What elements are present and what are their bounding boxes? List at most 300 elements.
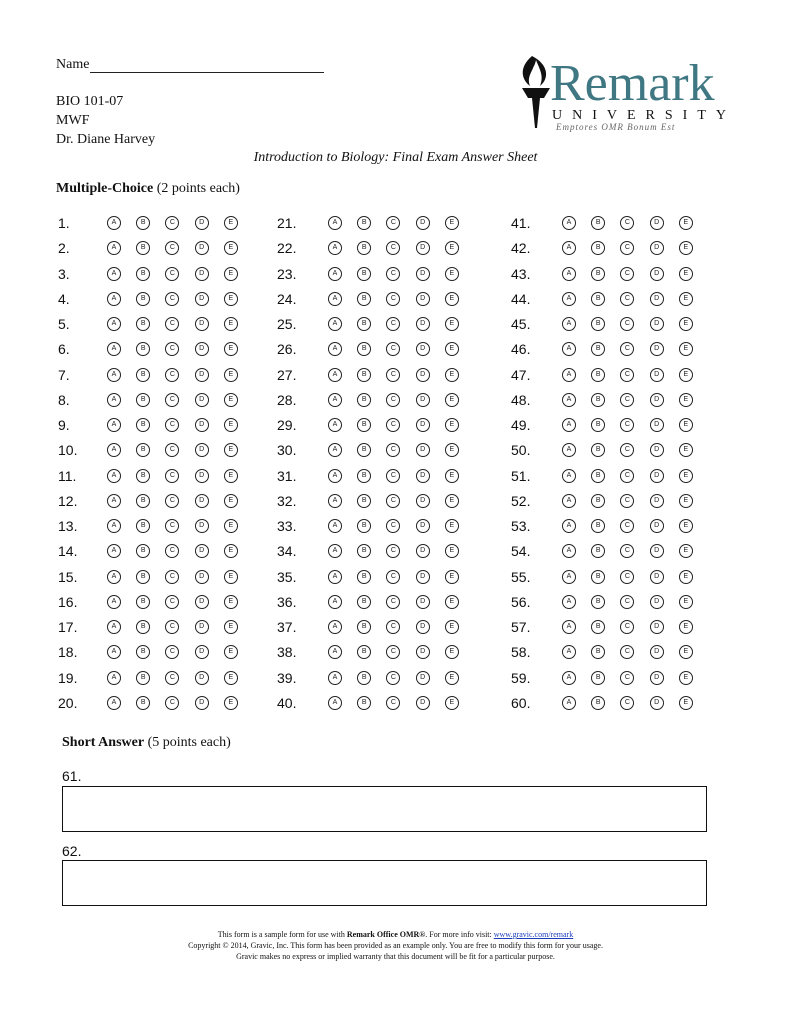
answer-bubble-c[interactable]: C bbox=[620, 469, 634, 483]
answer-bubble-b[interactable]: B bbox=[136, 342, 150, 356]
answer-bubble-c[interactable]: C bbox=[620, 620, 634, 634]
answer-bubble-b[interactable]: B bbox=[136, 317, 150, 331]
answer-bubble-d[interactable]: D bbox=[650, 216, 664, 230]
answer-bubble-d[interactable]: D bbox=[416, 671, 430, 685]
answer-bubble-a[interactable]: A bbox=[328, 342, 342, 356]
answer-bubble-e[interactable]: E bbox=[445, 671, 459, 685]
answer-bubble-e[interactable]: E bbox=[224, 418, 238, 432]
answer-bubble-d[interactable]: D bbox=[650, 267, 664, 281]
answer-bubble-c[interactable]: C bbox=[386, 443, 400, 457]
answer-bubble-b[interactable]: B bbox=[136, 418, 150, 432]
answer-bubble-c[interactable]: C bbox=[165, 292, 179, 306]
answer-bubble-a[interactable]: A bbox=[562, 671, 576, 685]
answer-bubble-e[interactable]: E bbox=[445, 443, 459, 457]
answer-bubble-a[interactable]: A bbox=[562, 519, 576, 533]
answer-bubble-c[interactable]: C bbox=[165, 620, 179, 634]
answer-bubble-e[interactable]: E bbox=[224, 570, 238, 584]
answer-bubble-a[interactable]: A bbox=[107, 519, 121, 533]
answer-bubble-d[interactable]: D bbox=[416, 620, 430, 634]
answer-bubble-e[interactable]: E bbox=[445, 595, 459, 609]
answer-bubble-d[interactable]: D bbox=[650, 620, 664, 634]
answer-bubble-b[interactable]: B bbox=[357, 595, 371, 609]
answer-bubble-a[interactable]: A bbox=[562, 544, 576, 558]
answer-bubble-a[interactable]: A bbox=[328, 645, 342, 659]
answer-bubble-a[interactable]: A bbox=[328, 267, 342, 281]
answer-bubble-b[interactable]: B bbox=[136, 570, 150, 584]
answer-bubble-a[interactable]: A bbox=[562, 418, 576, 432]
answer-bubble-e[interactable]: E bbox=[445, 292, 459, 306]
answer-bubble-d[interactable]: D bbox=[650, 292, 664, 306]
answer-bubble-d[interactable]: D bbox=[195, 570, 209, 584]
name-field-line[interactable] bbox=[90, 72, 324, 73]
answer-bubble-c[interactable]: C bbox=[620, 645, 634, 659]
answer-bubble-e[interactable]: E bbox=[679, 469, 693, 483]
answer-bubble-b[interactable]: B bbox=[357, 696, 371, 710]
answer-bubble-a[interactable]: A bbox=[562, 342, 576, 356]
answer-bubble-e[interactable]: E bbox=[445, 267, 459, 281]
answer-bubble-d[interactable]: D bbox=[650, 342, 664, 356]
answer-bubble-c[interactable]: C bbox=[165, 671, 179, 685]
answer-bubble-c[interactable]: C bbox=[165, 368, 179, 382]
answer-bubble-e[interactable]: E bbox=[445, 696, 459, 710]
answer-bubble-c[interactable]: C bbox=[620, 317, 634, 331]
answer-bubble-a[interactable]: A bbox=[328, 418, 342, 432]
answer-bubble-d[interactable]: D bbox=[650, 595, 664, 609]
answer-bubble-e[interactable]: E bbox=[679, 342, 693, 356]
answer-bubble-d[interactable]: D bbox=[650, 645, 664, 659]
answer-bubble-e[interactable]: E bbox=[224, 216, 238, 230]
answer-bubble-c[interactable]: C bbox=[165, 342, 179, 356]
answer-bubble-e[interactable]: E bbox=[445, 368, 459, 382]
answer-bubble-e[interactable]: E bbox=[224, 317, 238, 331]
answer-bubble-d[interactable]: D bbox=[195, 241, 209, 255]
answer-bubble-d[interactable]: D bbox=[195, 317, 209, 331]
answer-bubble-d[interactable]: D bbox=[195, 267, 209, 281]
answer-bubble-d[interactable]: D bbox=[650, 570, 664, 584]
answer-bubble-d[interactable]: D bbox=[195, 696, 209, 710]
answer-bubble-c[interactable]: C bbox=[165, 267, 179, 281]
answer-bubble-e[interactable]: E bbox=[224, 443, 238, 457]
answer-bubble-e[interactable]: E bbox=[224, 645, 238, 659]
answer-bubble-a[interactable]: A bbox=[562, 595, 576, 609]
answer-bubble-b[interactable]: B bbox=[357, 620, 371, 634]
answer-bubble-a[interactable]: A bbox=[107, 544, 121, 558]
answer-bubble-d[interactable]: D bbox=[195, 393, 209, 407]
answer-bubble-c[interactable]: C bbox=[386, 393, 400, 407]
answer-bubble-a[interactable]: A bbox=[328, 292, 342, 306]
answer-bubble-b[interactable]: B bbox=[591, 595, 605, 609]
answer-bubble-c[interactable]: C bbox=[165, 241, 179, 255]
answer-bubble-c[interactable]: C bbox=[386, 494, 400, 508]
answer-bubble-a[interactable]: A bbox=[562, 494, 576, 508]
answer-bubble-a[interactable]: A bbox=[328, 620, 342, 634]
answer-bubble-b[interactable]: B bbox=[591, 216, 605, 230]
answer-bubble-e[interactable]: E bbox=[679, 544, 693, 558]
answer-bubble-d[interactable]: D bbox=[650, 393, 664, 407]
answer-bubble-b[interactable]: B bbox=[136, 216, 150, 230]
answer-bubble-d[interactable]: D bbox=[195, 544, 209, 558]
answer-bubble-b[interactable]: B bbox=[591, 267, 605, 281]
answer-bubble-d[interactable]: D bbox=[195, 645, 209, 659]
answer-bubble-c[interactable]: C bbox=[620, 216, 634, 230]
answer-bubble-a[interactable]: A bbox=[107, 469, 121, 483]
answer-bubble-a[interactable]: A bbox=[328, 443, 342, 457]
answer-bubble-c[interactable]: C bbox=[386, 292, 400, 306]
answer-bubble-e[interactable]: E bbox=[679, 216, 693, 230]
answer-bubble-a[interactable]: A bbox=[562, 443, 576, 457]
answer-bubble-c[interactable]: C bbox=[620, 443, 634, 457]
answer-bubble-d[interactable]: D bbox=[650, 317, 664, 331]
answer-bubble-e[interactable]: E bbox=[224, 469, 238, 483]
answer-bubble-a[interactable]: A bbox=[107, 267, 121, 281]
answer-bubble-a[interactable]: A bbox=[107, 570, 121, 584]
answer-bubble-a[interactable]: A bbox=[107, 317, 121, 331]
answer-bubble-d[interactable]: D bbox=[650, 671, 664, 685]
answer-bubble-d[interactable]: D bbox=[195, 519, 209, 533]
answer-bubble-c[interactable]: C bbox=[386, 418, 400, 432]
answer-bubble-b[interactable]: B bbox=[136, 544, 150, 558]
answer-bubble-c[interactable]: C bbox=[620, 292, 634, 306]
answer-bubble-c[interactable]: C bbox=[165, 443, 179, 457]
answer-bubble-b[interactable]: B bbox=[591, 570, 605, 584]
answer-bubble-d[interactable]: D bbox=[416, 342, 430, 356]
answer-bubble-b[interactable]: B bbox=[136, 519, 150, 533]
answer-bubble-d[interactable]: D bbox=[195, 469, 209, 483]
answer-bubble-a[interactable]: A bbox=[107, 241, 121, 255]
answer-bubble-c[interactable]: C bbox=[386, 595, 400, 609]
answer-bubble-d[interactable]: D bbox=[416, 292, 430, 306]
answer-bubble-c[interactable]: C bbox=[165, 418, 179, 432]
answer-bubble-d[interactable]: D bbox=[195, 595, 209, 609]
answer-bubble-d[interactable]: D bbox=[195, 342, 209, 356]
answer-bubble-a[interactable]: A bbox=[107, 595, 121, 609]
answer-bubble-e[interactable]: E bbox=[224, 519, 238, 533]
answer-bubble-c[interactable]: C bbox=[386, 696, 400, 710]
answer-bubble-a[interactable]: A bbox=[328, 696, 342, 710]
answer-bubble-a[interactable]: A bbox=[562, 393, 576, 407]
answer-bubble-b[interactable]: B bbox=[136, 595, 150, 609]
answer-bubble-a[interactable]: A bbox=[328, 519, 342, 533]
answer-bubble-e[interactable]: E bbox=[679, 267, 693, 281]
answer-bubble-c[interactable]: C bbox=[620, 494, 634, 508]
answer-bubble-d[interactable]: D bbox=[416, 544, 430, 558]
answer-bubble-a[interactable]: A bbox=[562, 267, 576, 281]
answer-bubble-a[interactable]: A bbox=[328, 544, 342, 558]
answer-bubble-c[interactable]: C bbox=[620, 418, 634, 432]
answer-bubble-c[interactable]: C bbox=[386, 544, 400, 558]
answer-bubble-e[interactable]: E bbox=[445, 216, 459, 230]
answer-bubble-e[interactable]: E bbox=[445, 469, 459, 483]
answer-bubble-a[interactable]: A bbox=[562, 696, 576, 710]
answer-bubble-d[interactable]: D bbox=[195, 620, 209, 634]
answer-bubble-a[interactable]: A bbox=[562, 317, 576, 331]
answer-bubble-c[interactable]: C bbox=[386, 342, 400, 356]
answer-bubble-b[interactable]: B bbox=[357, 570, 371, 584]
answer-bubble-b[interactable]: B bbox=[357, 671, 371, 685]
answer-bubble-a[interactable]: A bbox=[328, 241, 342, 255]
answer-bubble-e[interactable]: E bbox=[224, 292, 238, 306]
answer-bubble-a[interactable]: A bbox=[328, 671, 342, 685]
answer-bubble-a[interactable]: A bbox=[562, 620, 576, 634]
answer-bubble-b[interactable]: B bbox=[591, 393, 605, 407]
answer-bubble-c[interactable]: C bbox=[386, 671, 400, 685]
answer-bubble-b[interactable]: B bbox=[136, 368, 150, 382]
answer-bubble-d[interactable]: D bbox=[650, 544, 664, 558]
answer-bubble-c[interactable]: C bbox=[386, 645, 400, 659]
answer-bubble-d[interactable]: D bbox=[416, 645, 430, 659]
answer-bubble-d[interactable]: D bbox=[416, 519, 430, 533]
answer-bubble-e[interactable]: E bbox=[224, 494, 238, 508]
answer-bubble-e[interactable]: E bbox=[679, 317, 693, 331]
answer-bubble-e[interactable]: E bbox=[224, 241, 238, 255]
answer-bubble-d[interactable]: D bbox=[650, 241, 664, 255]
answer-bubble-c[interactable]: C bbox=[620, 696, 634, 710]
answer-bubble-b[interactable]: B bbox=[357, 241, 371, 255]
answer-bubble-d[interactable]: D bbox=[416, 494, 430, 508]
answer-bubble-c[interactable]: C bbox=[620, 544, 634, 558]
answer-bubble-a[interactable]: A bbox=[562, 241, 576, 255]
answer-bubble-c[interactable]: C bbox=[620, 595, 634, 609]
answer-bubble-e[interactable]: E bbox=[224, 595, 238, 609]
answer-bubble-c[interactable]: C bbox=[620, 368, 634, 382]
answer-bubble-b[interactable]: B bbox=[591, 519, 605, 533]
answer-bubble-c[interactable]: C bbox=[165, 494, 179, 508]
answer-bubble-a[interactable]: A bbox=[328, 368, 342, 382]
answer-bubble-a[interactable]: A bbox=[328, 317, 342, 331]
footer-link[interactable]: www.gravic.com/remark bbox=[493, 930, 574, 939]
answer-bubble-c[interactable]: C bbox=[620, 342, 634, 356]
answer-bubble-c[interactable]: C bbox=[620, 570, 634, 584]
answer-bubble-d[interactable]: D bbox=[416, 317, 430, 331]
answer-bubble-c[interactable]: C bbox=[620, 241, 634, 255]
answer-bubble-a[interactable]: A bbox=[562, 292, 576, 306]
answer-bubble-b[interactable]: B bbox=[357, 267, 371, 281]
answer-bubble-b[interactable]: B bbox=[136, 620, 150, 634]
answer-bubble-d[interactable]: D bbox=[650, 368, 664, 382]
answer-bubble-d[interactable]: D bbox=[416, 696, 430, 710]
answer-bubble-e[interactable]: E bbox=[679, 368, 693, 382]
answer-bubble-e[interactable]: E bbox=[679, 393, 693, 407]
answer-bubble-c[interactable]: C bbox=[386, 519, 400, 533]
answer-bubble-e[interactable]: E bbox=[679, 570, 693, 584]
answer-bubble-b[interactable]: B bbox=[591, 317, 605, 331]
answer-bubble-b[interactable]: B bbox=[136, 696, 150, 710]
answer-bubble-c[interactable]: C bbox=[386, 267, 400, 281]
short-answer-box[interactable] bbox=[62, 786, 707, 832]
answer-bubble-c[interactable]: C bbox=[620, 519, 634, 533]
answer-bubble-a[interactable]: A bbox=[328, 570, 342, 584]
answer-bubble-b[interactable]: B bbox=[357, 544, 371, 558]
answer-bubble-a[interactable]: A bbox=[107, 645, 121, 659]
answer-bubble-e[interactable]: E bbox=[445, 645, 459, 659]
answer-bubble-b[interactable]: B bbox=[136, 671, 150, 685]
answer-bubble-e[interactable]: E bbox=[224, 671, 238, 685]
answer-bubble-b[interactable]: B bbox=[136, 443, 150, 457]
answer-bubble-e[interactable]: E bbox=[679, 671, 693, 685]
answer-bubble-a[interactable]: A bbox=[107, 418, 121, 432]
answer-bubble-b[interactable]: B bbox=[357, 368, 371, 382]
answer-bubble-b[interactable]: B bbox=[357, 292, 371, 306]
answer-bubble-d[interactable]: D bbox=[195, 368, 209, 382]
answer-bubble-d[interactable]: D bbox=[195, 443, 209, 457]
answer-bubble-d[interactable]: D bbox=[416, 443, 430, 457]
answer-bubble-c[interactable]: C bbox=[165, 570, 179, 584]
answer-bubble-e[interactable]: E bbox=[224, 342, 238, 356]
answer-bubble-c[interactable]: C bbox=[165, 645, 179, 659]
answer-bubble-b[interactable]: B bbox=[591, 368, 605, 382]
answer-bubble-e[interactable]: E bbox=[445, 393, 459, 407]
answer-bubble-d[interactable]: D bbox=[195, 216, 209, 230]
answer-bubble-b[interactable]: B bbox=[357, 443, 371, 457]
answer-bubble-c[interactable]: C bbox=[386, 620, 400, 634]
answer-bubble-b[interactable]: B bbox=[357, 494, 371, 508]
answer-bubble-d[interactable]: D bbox=[416, 418, 430, 432]
answer-bubble-c[interactable]: C bbox=[386, 216, 400, 230]
answer-bubble-b[interactable]: B bbox=[136, 494, 150, 508]
answer-bubble-b[interactable]: B bbox=[357, 645, 371, 659]
answer-bubble-b[interactable]: B bbox=[591, 544, 605, 558]
answer-bubble-c[interactable]: C bbox=[165, 469, 179, 483]
answer-bubble-d[interactable]: D bbox=[416, 216, 430, 230]
answer-bubble-a[interactable]: A bbox=[328, 469, 342, 483]
answer-bubble-d[interactable]: D bbox=[416, 570, 430, 584]
answer-bubble-a[interactable]: A bbox=[328, 393, 342, 407]
answer-bubble-b[interactable]: B bbox=[136, 393, 150, 407]
answer-bubble-e[interactable]: E bbox=[224, 620, 238, 634]
answer-bubble-a[interactable]: A bbox=[107, 696, 121, 710]
answer-bubble-d[interactable]: D bbox=[416, 241, 430, 255]
answer-bubble-c[interactable]: C bbox=[165, 544, 179, 558]
answer-bubble-a[interactable]: A bbox=[107, 393, 121, 407]
answer-bubble-a[interactable]: A bbox=[328, 595, 342, 609]
answer-bubble-e[interactable]: E bbox=[679, 292, 693, 306]
answer-bubble-e[interactable]: E bbox=[445, 494, 459, 508]
answer-bubble-b[interactable]: B bbox=[357, 519, 371, 533]
answer-bubble-a[interactable]: A bbox=[107, 342, 121, 356]
answer-bubble-b[interactable]: B bbox=[591, 620, 605, 634]
answer-bubble-d[interactable]: D bbox=[650, 696, 664, 710]
answer-bubble-c[interactable]: C bbox=[165, 519, 179, 533]
answer-bubble-d[interactable]: D bbox=[195, 671, 209, 685]
answer-bubble-b[interactable]: B bbox=[591, 494, 605, 508]
answer-bubble-d[interactable]: D bbox=[416, 393, 430, 407]
answer-bubble-e[interactable]: E bbox=[445, 519, 459, 533]
answer-bubble-b[interactable]: B bbox=[136, 645, 150, 659]
answer-bubble-c[interactable]: C bbox=[165, 317, 179, 331]
answer-bubble-e[interactable]: E bbox=[445, 317, 459, 331]
answer-bubble-a[interactable]: A bbox=[107, 494, 121, 508]
answer-bubble-e[interactable]: E bbox=[224, 393, 238, 407]
answer-bubble-a[interactable]: A bbox=[562, 570, 576, 584]
answer-bubble-b[interactable]: B bbox=[591, 469, 605, 483]
answer-bubble-d[interactable]: D bbox=[650, 519, 664, 533]
answer-bubble-b[interactable]: B bbox=[591, 645, 605, 659]
answer-bubble-e[interactable]: E bbox=[679, 696, 693, 710]
answer-bubble-b[interactable]: B bbox=[591, 342, 605, 356]
answer-bubble-c[interactable]: C bbox=[620, 393, 634, 407]
answer-bubble-b[interactable]: B bbox=[357, 342, 371, 356]
answer-bubble-e[interactable]: E bbox=[224, 696, 238, 710]
answer-bubble-e[interactable]: E bbox=[679, 595, 693, 609]
answer-bubble-b[interactable]: B bbox=[591, 292, 605, 306]
answer-bubble-a[interactable]: A bbox=[562, 368, 576, 382]
answer-bubble-b[interactable]: B bbox=[357, 317, 371, 331]
answer-bubble-c[interactable]: C bbox=[386, 368, 400, 382]
answer-bubble-b[interactable]: B bbox=[357, 469, 371, 483]
answer-bubble-a[interactable]: A bbox=[107, 671, 121, 685]
answer-bubble-c[interactable]: C bbox=[386, 241, 400, 255]
answer-bubble-a[interactable]: A bbox=[562, 645, 576, 659]
answer-bubble-c[interactable]: C bbox=[620, 671, 634, 685]
answer-bubble-e[interactable]: E bbox=[445, 342, 459, 356]
answer-bubble-e[interactable]: E bbox=[445, 418, 459, 432]
answer-bubble-b[interactable]: B bbox=[136, 267, 150, 281]
answer-bubble-c[interactable]: C bbox=[386, 317, 400, 331]
answer-bubble-e[interactable]: E bbox=[679, 645, 693, 659]
answer-bubble-a[interactable]: A bbox=[328, 494, 342, 508]
answer-bubble-a[interactable]: A bbox=[562, 216, 576, 230]
answer-bubble-d[interactable]: D bbox=[195, 292, 209, 306]
answer-bubble-b[interactable]: B bbox=[357, 216, 371, 230]
answer-bubble-e[interactable]: E bbox=[679, 494, 693, 508]
answer-bubble-a[interactable]: A bbox=[328, 216, 342, 230]
answer-bubble-e[interactable]: E bbox=[445, 570, 459, 584]
answer-bubble-a[interactable]: A bbox=[107, 292, 121, 306]
answer-bubble-b[interactable]: B bbox=[591, 696, 605, 710]
answer-bubble-c[interactable]: C bbox=[165, 595, 179, 609]
answer-bubble-b[interactable]: B bbox=[591, 241, 605, 255]
answer-bubble-c[interactable]: C bbox=[620, 267, 634, 281]
answer-bubble-c[interactable]: C bbox=[165, 696, 179, 710]
answer-bubble-b[interactable]: B bbox=[591, 418, 605, 432]
answer-bubble-e[interactable]: E bbox=[679, 620, 693, 634]
answer-bubble-c[interactable]: C bbox=[165, 216, 179, 230]
answer-bubble-b[interactable]: B bbox=[591, 443, 605, 457]
answer-bubble-d[interactable]: D bbox=[650, 469, 664, 483]
answer-bubble-b[interactable]: B bbox=[136, 469, 150, 483]
short-answer-box[interactable] bbox=[62, 860, 707, 906]
answer-bubble-c[interactable]: C bbox=[165, 393, 179, 407]
answer-bubble-c[interactable]: C bbox=[386, 570, 400, 584]
answer-bubble-d[interactable]: D bbox=[416, 595, 430, 609]
answer-bubble-d[interactable]: D bbox=[416, 469, 430, 483]
answer-bubble-d[interactable]: D bbox=[650, 494, 664, 508]
answer-bubble-e[interactable]: E bbox=[679, 418, 693, 432]
answer-bubble-d[interactable]: D bbox=[650, 443, 664, 457]
answer-bubble-d[interactable]: D bbox=[195, 418, 209, 432]
answer-bubble-b[interactable]: B bbox=[357, 393, 371, 407]
answer-bubble-b[interactable]: B bbox=[357, 418, 371, 432]
answer-bubble-c[interactable]: C bbox=[386, 469, 400, 483]
answer-bubble-e[interactable]: E bbox=[679, 443, 693, 457]
answer-bubble-a[interactable]: A bbox=[107, 368, 121, 382]
answer-bubble-e[interactable]: E bbox=[224, 267, 238, 281]
answer-bubble-e[interactable]: E bbox=[224, 368, 238, 382]
answer-bubble-b[interactable]: B bbox=[136, 292, 150, 306]
answer-bubble-e[interactable]: E bbox=[445, 544, 459, 558]
answer-bubble-b[interactable]: B bbox=[591, 671, 605, 685]
answer-bubble-e[interactable]: E bbox=[224, 544, 238, 558]
answer-bubble-d[interactable]: D bbox=[650, 418, 664, 432]
answer-bubble-a[interactable]: A bbox=[107, 443, 121, 457]
answer-bubble-d[interactable]: D bbox=[416, 267, 430, 281]
answer-bubble-d[interactable]: D bbox=[195, 494, 209, 508]
answer-bubble-d[interactable]: D bbox=[416, 368, 430, 382]
answer-bubble-a[interactable]: A bbox=[107, 620, 121, 634]
answer-bubble-e[interactable]: E bbox=[445, 241, 459, 255]
answer-bubble-a[interactable]: A bbox=[562, 469, 576, 483]
answer-bubble-e[interactable]: E bbox=[679, 241, 693, 255]
